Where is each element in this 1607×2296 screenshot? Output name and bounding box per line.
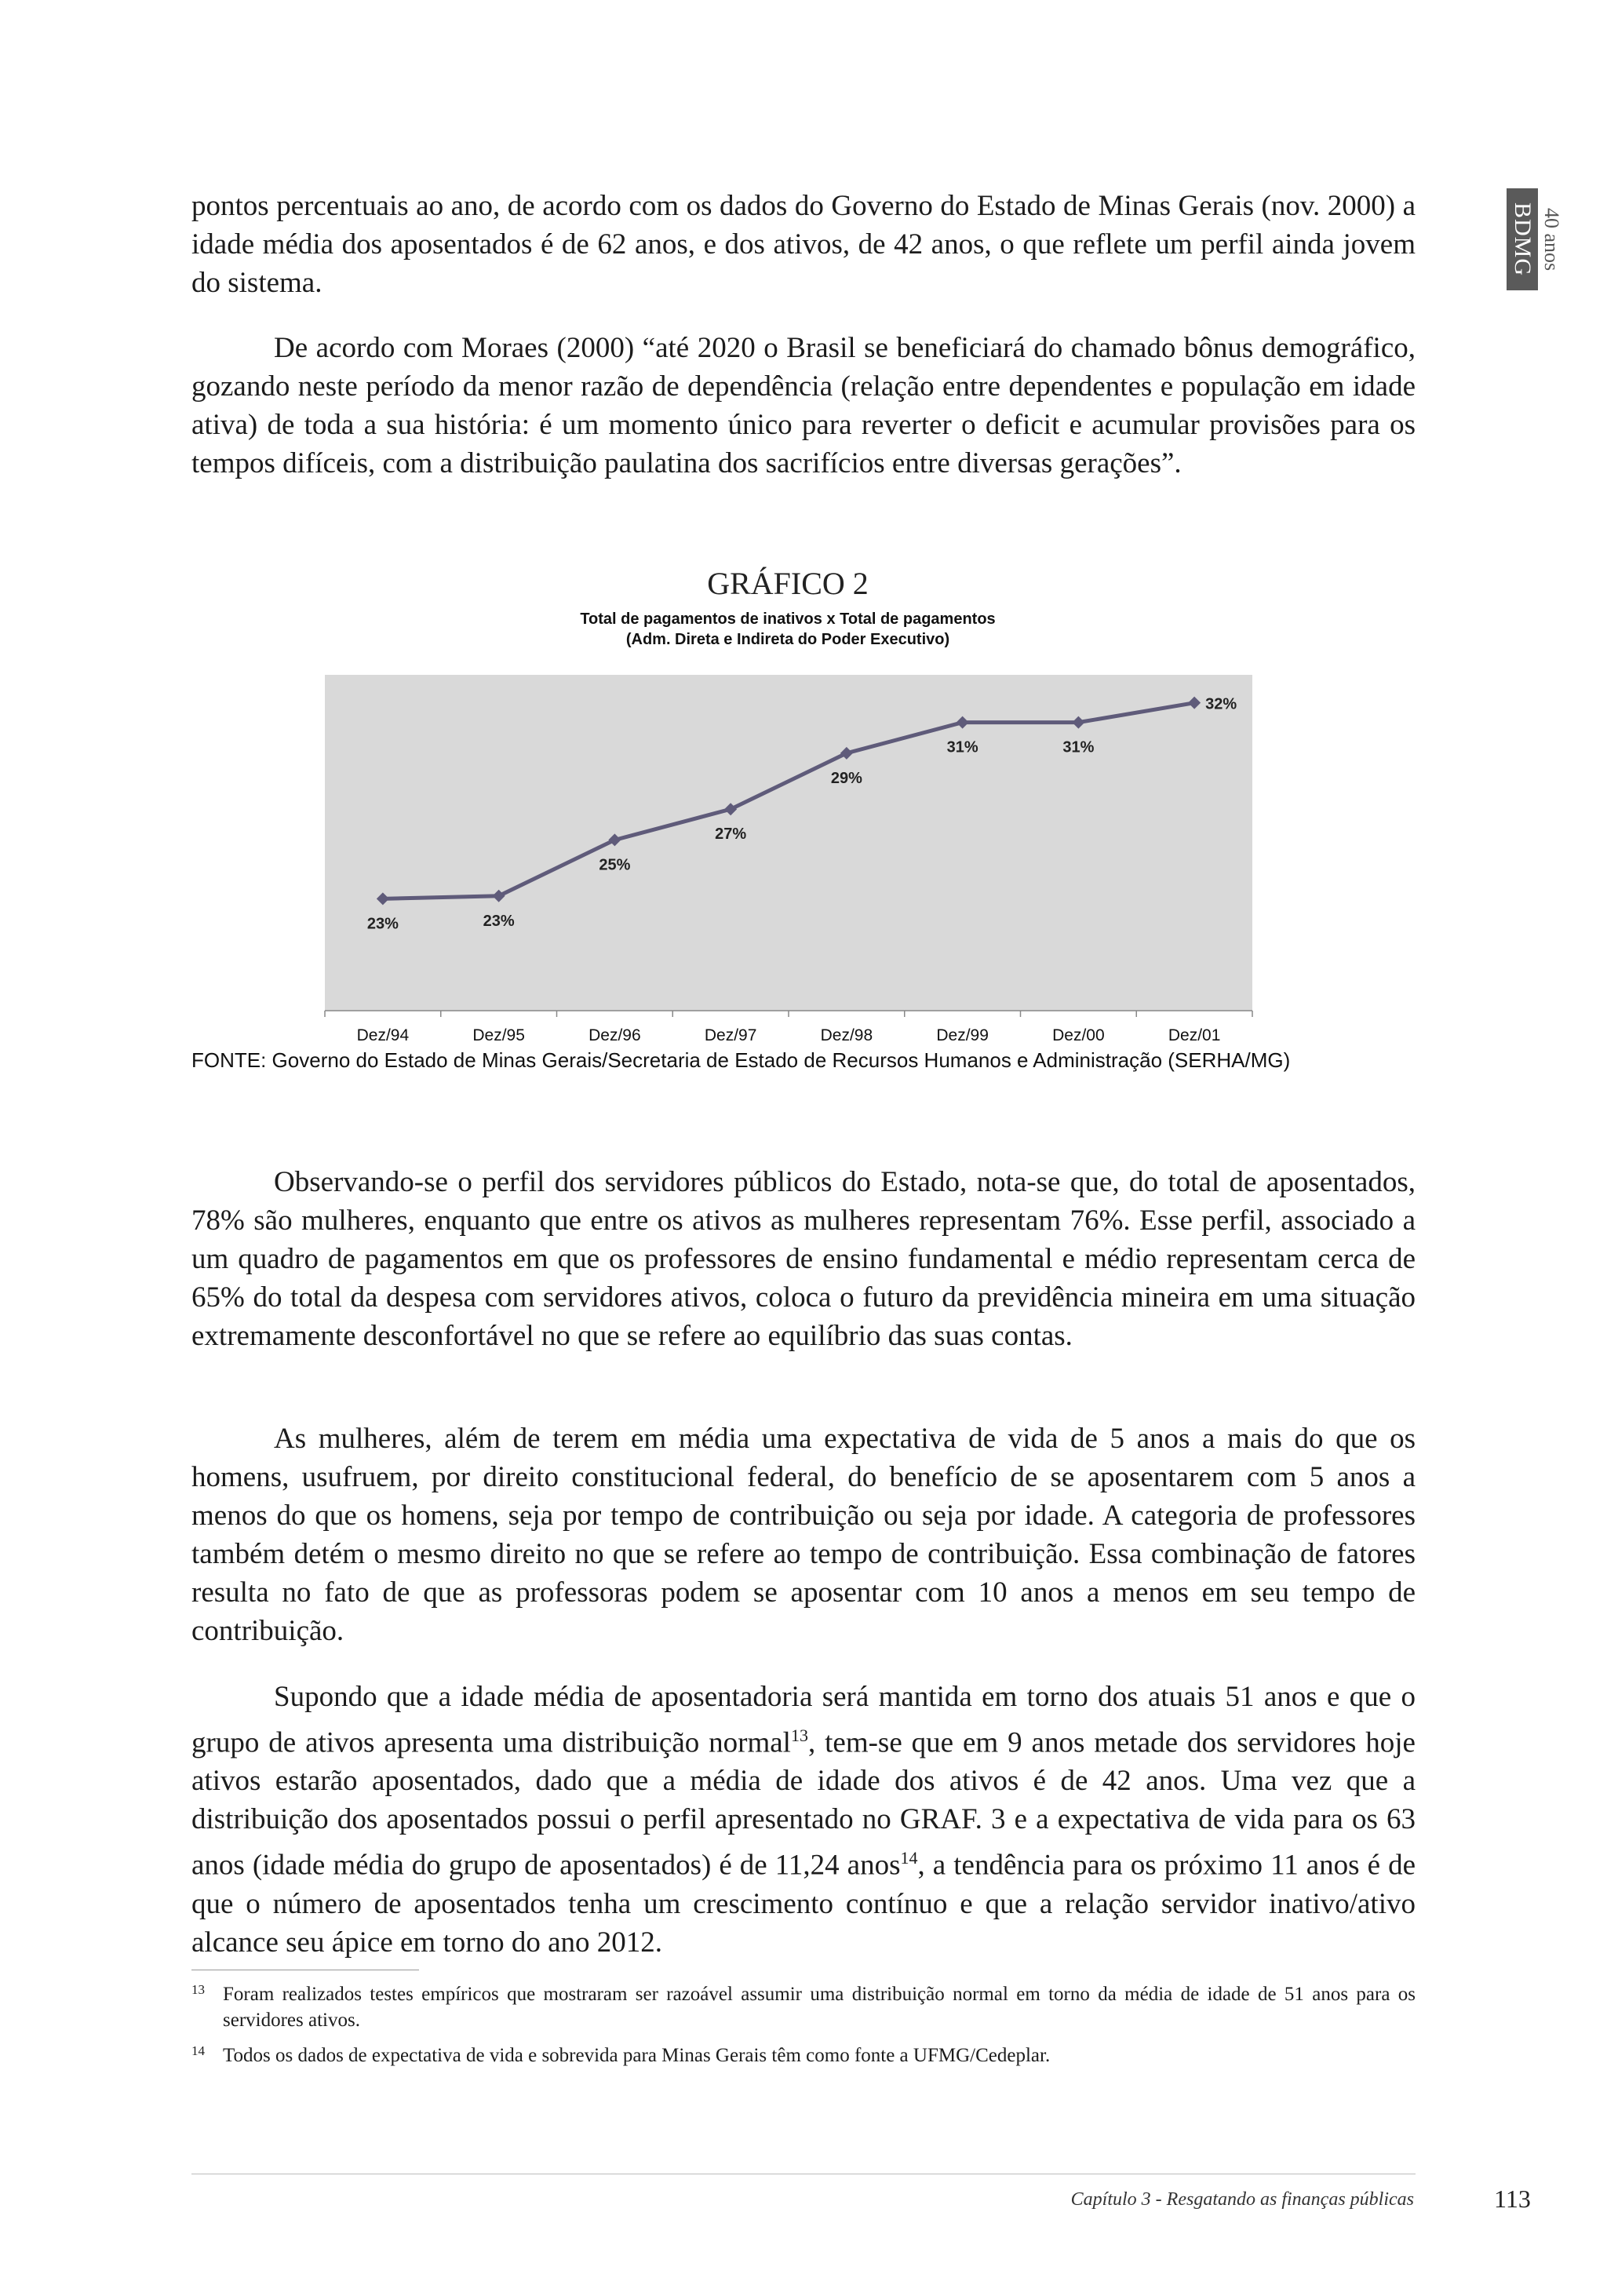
chart-subtitle: (Adm. Direta e Indireta do Poder Executivo) xyxy=(625,631,950,648)
paragraph: Observando-se o perfil dos servidores públicos do Estado, nota-se que, do total de aposentados, 78% são mulheres, enquanto que entre os ativos as mulheres representam 76%. Esse perfil, associado a um quadro de pagamentos em que os professores de ensino fundamental e médio representam cerca de 65% do total da despesa com servidores ativos, coloca o futuro da previdência mineira em uma situação extremamente desconfortável no que se refere ao equilíbrio das suas contas. xyxy=(191,1166,1416,1352)
page-number: 113 xyxy=(1494,2185,1531,2213)
data-label: 27% xyxy=(715,825,747,844)
paragraph-text: , a tendência para os próximo 11 anos é de que o número de aposentados tenha um crescimento contínuo e que a relação servidor inativo/ativo alcance seu ápice em torno do ano 2012. xyxy=(191,1849,1416,1959)
plot-area xyxy=(325,675,1252,1011)
paragraph: De acordo com Moraes (2000) “até 2020 o Brasil se beneficiará do chamado bônus demográfico, gozando neste período da menor razão de dependência (relação entre dependentes e população em idade ativa) de toda a sua história: é um momento único para reverter o deficit e acumular provisões para os tempos difíceis, com a distribuição paulatina dos sacrifícios entre diversas gerações”. xyxy=(191,332,1416,479)
data-label: 25% xyxy=(599,856,631,874)
chart xyxy=(191,565,1384,1083)
data-label: 31% xyxy=(946,738,978,756)
footnote xyxy=(191,1981,1416,2033)
paragraph-text: , tem-se que em 9 anos metade dos servidores hoje ativos estarão aposentados, dado que a média de idade dos ativos é de 42 anos. Uma vez que a distribuição dos aposentados possui o perfil apresentado no GRAF. 3 e a expectativa de vida para os 63 anos (idade média do grupo de aposentados) é de 11,24 anos xyxy=(191,1726,1416,1882)
paragraph: As mulheres, além de terem em média uma expectativa de vida de 5 anos a mais do que os homens, usufruem, por direito constitucional federal, do benefício de se aposentarem com 5 anos a menos do que os homens, seja por tempo de contribuição ou seja por idade. A categoria de professores também detém o mesmo direito no que se refere ao tempo de contribuição. Essa combinação de fatores resulta no fato de que as professoras podem se aposentar com 10 anos a menos em seu tempo de contribuição. xyxy=(191,1423,1416,1647)
footnote-number: 13 xyxy=(191,1982,205,1997)
footnote-ref[interactable]: 14 xyxy=(900,1848,918,1868)
x-tick-label: Dez/97 xyxy=(704,1026,757,1044)
footnote-text: Todos os dados de expectativa de vida e sobrevida para Minas Gerais têm como fonte a UFMG/Cedeplar. xyxy=(223,2045,1051,2066)
x-tick-label: Dez/00 xyxy=(1052,1026,1105,1044)
side-tab-years: 40 anos xyxy=(1540,207,1563,272)
x-tick-label: Dez/96 xyxy=(589,1026,641,1044)
x-tick-label: Dez/94 xyxy=(356,1026,410,1044)
x-tick-label: Dez/95 xyxy=(472,1026,525,1044)
x-tick-label: Dez/98 xyxy=(820,1026,873,1044)
footnote-ref[interactable]: 13 xyxy=(790,1726,808,1745)
paragraph-text: Supondo que a idade média de aposentadoria será mantida em torno dos atuais 51 anos e que o grupo de ativos apresenta uma distribuição normal xyxy=(191,1681,1416,1759)
chart-source: FONTE: Governo do Estado de Minas Gerais/Secretaria de Estado de Recursos Humanos e Administração (SERHA/MG) xyxy=(191,1048,1291,1072)
data-label: 31% xyxy=(1062,738,1095,756)
running-footer: Capítulo 3 - Resgatando as finanças públicas xyxy=(1070,2189,1414,2210)
chart-title: GRÁFICO 2 xyxy=(707,566,869,601)
footnote xyxy=(191,2043,1416,2068)
line-chart xyxy=(191,565,1384,1044)
paragraph xyxy=(191,1678,1416,1962)
data-label: 23% xyxy=(483,912,515,930)
side-tab-brand: BDMG xyxy=(1507,188,1538,290)
side-tab xyxy=(1507,188,1565,290)
data-label: 29% xyxy=(830,769,862,787)
x-tick-label: Dez/99 xyxy=(936,1026,989,1044)
footnote-number: 14 xyxy=(191,2043,205,2058)
data-label: 23% xyxy=(366,915,399,933)
data-label: 32% xyxy=(1205,695,1237,713)
paragraph: pontos percentuais ao ano, de acordo com os dados do Governo do Estado de Minas Gerais (nov. 2000) a idade média dos aposentados é de 62 anos, e dos ativos, de 42 anos, o que reflete um perfil ainda jovem do sistema. xyxy=(191,190,1416,299)
x-tick-label: Dez/01 xyxy=(1168,1026,1221,1044)
chart-subtitle: Total de pagamentos de inativos x Total de pagamentos xyxy=(580,610,996,628)
footnote-text: Foram realizados testes empíricos que mostraram ser razoável assumir uma distribuição normal em torno da média de idade de 51 anos para os servidores ativos. xyxy=(223,1984,1416,2031)
